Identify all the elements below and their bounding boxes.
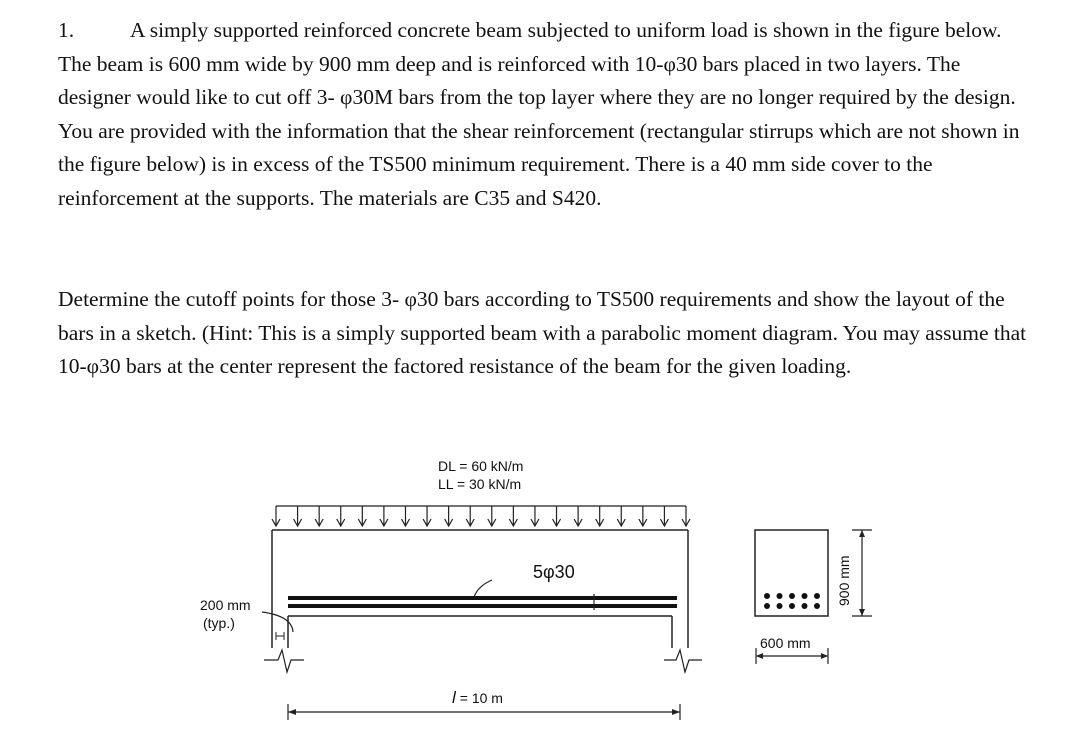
problem-statement: A simply supported reinforced concrete beam subjected to uniform load is shown in the figure below. The beam is 600 mm wide by 900 mm deep and is reinforced with 10-φ30 bars placed in two layers. The designer would like to cut off 3- φ30M bars from the top layer where they are no longer required by the design. You are provided with the information that the shear reinforcement (rectangular stirrups which are not shown in the figure below) is in excess of the TS500 minimum requirement. There is a 40 mm side cover to the reinforcement at the supports. The materials are C35 and S420. xyxy=(58,18,1020,210)
section-width-arrow-left xyxy=(756,653,763,659)
section-bar xyxy=(814,603,820,609)
load-arrow xyxy=(531,506,539,526)
load-arrow xyxy=(574,506,582,526)
span-symbol: l xyxy=(452,688,456,707)
problem-task: Determine the cutoff points for those 3- φ30 bars according to TS500 requirements and show the layout of the bars in a sketch. (Hint: This is a simply supported beam with a parabolic moment diagram. You may assume that 10-φ30 bars at the center represent the factored resistance of the beam for the given loading. xyxy=(58,287,1027,379)
support-width-dimension xyxy=(276,632,284,640)
section-depth-arrow-bottom xyxy=(859,609,865,616)
dead-load-label: DL = 60 kN/m xyxy=(438,458,524,474)
section-bar xyxy=(814,593,820,599)
load-arrow xyxy=(509,506,517,526)
load-arrow xyxy=(401,506,409,526)
load-arrow xyxy=(315,506,323,526)
load-arrow xyxy=(660,506,668,526)
section-depth-dimension xyxy=(852,530,872,616)
section-bar xyxy=(777,603,783,609)
load-arrow xyxy=(445,506,453,526)
load-arrow xyxy=(272,506,280,526)
bar-leader-line xyxy=(474,580,492,597)
span-value: = 10 m xyxy=(459,690,503,706)
live-load-label: LL = 30 kN/m xyxy=(438,476,522,492)
problem-number: 1. xyxy=(58,18,75,42)
load-arrow xyxy=(639,506,647,526)
bar-label: 5φ30 xyxy=(533,562,575,582)
load-arrow xyxy=(488,506,496,526)
load-arrow xyxy=(337,506,345,526)
load-arrow xyxy=(423,506,431,526)
span-label xyxy=(452,688,503,707)
left-break-line xyxy=(264,650,304,672)
reinforcing-bars xyxy=(288,598,677,606)
beam-outline xyxy=(272,530,688,648)
section-bar xyxy=(789,593,795,599)
load-arrow xyxy=(358,506,366,526)
section-width-arrow-right xyxy=(821,653,828,659)
section-bar xyxy=(802,603,808,609)
distributed-load-arrows xyxy=(272,506,690,526)
support-width-label: 200 mm xyxy=(200,597,251,613)
span-arrow-left xyxy=(288,709,296,715)
section-bar xyxy=(789,603,795,609)
right-break-line xyxy=(664,650,702,672)
section-bar xyxy=(764,603,770,609)
section-depth-arrow-top xyxy=(859,530,865,537)
load-arrow xyxy=(466,506,474,526)
section-bar xyxy=(777,593,783,599)
load-arrow xyxy=(553,506,561,526)
section-bar xyxy=(802,593,808,599)
support-width-note: (typ.) xyxy=(203,615,235,631)
section-width-label: 600 mm xyxy=(760,635,811,651)
span-dimension xyxy=(288,704,680,720)
cross-section-bars xyxy=(764,593,820,609)
section-depth-label: 900 mm xyxy=(836,555,852,606)
span-arrow-right xyxy=(672,709,680,715)
load-arrow xyxy=(596,506,604,526)
load-arrow xyxy=(682,506,690,526)
load-arrow xyxy=(380,506,388,526)
section-bar xyxy=(764,593,770,599)
load-arrow xyxy=(294,506,302,526)
load-arrow xyxy=(617,506,625,526)
